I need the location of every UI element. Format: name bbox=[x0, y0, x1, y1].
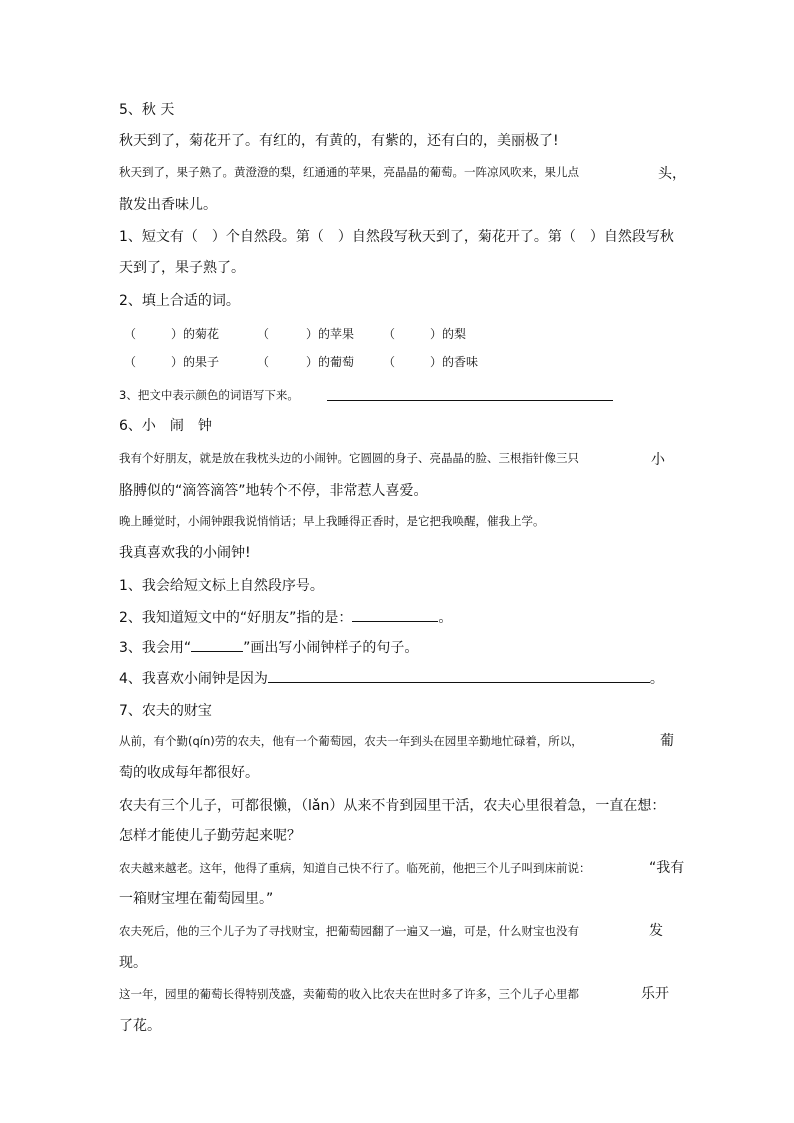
question-end: 。 bbox=[438, 610, 453, 626]
text-run: “我有 bbox=[649, 860, 685, 876]
text-run: 秋天到了，果子熟了。黄澄澄的梨，红通通的苹果，亮晶晶的葡萄。一阵凉风吹来，果儿点 bbox=[119, 165, 579, 179]
text-run: 这一年，园里的葡萄长得特别茂盛，卖葡萄的收入比农夫在世时多了许多，三个儿子心里都 bbox=[119, 987, 579, 1001]
text-run: 发 bbox=[649, 923, 663, 939]
section-7-paragraph-4-line-1 bbox=[119, 923, 663, 939]
section-5-title: 5、秋 天 bbox=[119, 102, 175, 118]
paren-open: （ bbox=[383, 327, 396, 341]
fill-item: ）的香味 bbox=[430, 355, 479, 369]
text-run: 从前，有个勤(qín)劳的农夫，他有一个葡萄园，农夫一年到头在园里辛勤地忙碌着，所以， bbox=[119, 734, 583, 748]
paren-open: （ bbox=[257, 327, 270, 341]
fill-item: ）的菊花 bbox=[171, 327, 220, 341]
text-run: 葡 bbox=[660, 733, 674, 749]
section-5-question-1-line-1: 1、短文有（ ）个自然段。第（ ）自然段写秋天到了，菊花开了。第（ ）自然段写秋 bbox=[119, 229, 674, 245]
text-run: 乐开 bbox=[641, 986, 669, 1002]
text-run: 头， bbox=[658, 166, 686, 182]
question-end: 。 bbox=[649, 671, 664, 687]
section-7-paragraph-1-line-1 bbox=[119, 733, 674, 749]
fill-item: ）的梨 bbox=[430, 327, 467, 341]
section-6-paragraph-1-line-1 bbox=[119, 451, 665, 468]
section-6-paragraph-1-line-2: 胳膊似的“滴答滴答”地转个不停，非常惹人喜爱。 bbox=[119, 483, 428, 499]
section-7-paragraph-2-line-2: 怎样才能使儿子勤劳起来呢？ bbox=[119, 828, 301, 844]
section-6-question-4 bbox=[119, 670, 664, 688]
question-text: 4、我喜欢小闹钟是因为 bbox=[119, 671, 268, 687]
answer-blank[interactable] bbox=[352, 609, 438, 622]
fill-item: ）的苹果 bbox=[306, 327, 355, 341]
answer-blank[interactable] bbox=[191, 639, 243, 652]
text-run: 农夫死后，他的三个儿子为了寻找财宝，把葡萄园翻了一遍又一遍，可是，什么财宝也没有 bbox=[119, 924, 579, 938]
section-7-paragraph-3-line-2: 一箱财宝埋在葡萄园里。” bbox=[119, 891, 274, 907]
paren-open: （ bbox=[124, 355, 137, 369]
section-7-title: 7、农夫的财宝 bbox=[119, 703, 212, 719]
question-text: 3、我会用“ bbox=[119, 640, 192, 656]
text-run: 我有个好朋友，就是放在我枕头边的小闹钟。它圆圆的身子、亮晶晶的脸、三根指针像三只 bbox=[119, 451, 579, 465]
paren-open: （ bbox=[124, 327, 137, 341]
fill-item: ）的葡萄 bbox=[306, 355, 355, 369]
section-7-paragraph-5-line-1 bbox=[119, 986, 669, 1002]
question-text: 3、把文中表示颜色的词语写下来。 bbox=[119, 388, 299, 402]
section-6-question-2 bbox=[119, 609, 452, 627]
section-5-paragraph-2-line-1 bbox=[119, 165, 686, 182]
section-5-paragraph-1: 秋天到了，菊花开了。有红的，有黄的，有紫的，还有白的，美丽极了! bbox=[119, 133, 559, 149]
answer-blank[interactable] bbox=[268, 670, 650, 683]
text-run: 农夫越来越老。这年，他得了重病，知道自己快不行了。临死前，他把三个儿子叫到床前说： bbox=[119, 861, 591, 875]
section-6-question-1: 1、我会给短文标上自然段序号。 bbox=[119, 578, 324, 594]
section-7-paragraph-1-line-2: 萄的收成每年都很好。 bbox=[119, 765, 259, 781]
section-6-title: 6、小 闹 钟 bbox=[119, 418, 212, 434]
section-5-question-3 bbox=[119, 389, 299, 403]
section-7-paragraph-4-line-2: 现。 bbox=[119, 955, 147, 971]
question-text: ”画出写小闹钟样子的句子。 bbox=[243, 640, 419, 656]
section-7-paragraph-2-line-1: 农夫有三个儿子，可都很懒，（lǎn）从来不肯到园里干活，农夫心里很着急，一直在想： bbox=[119, 798, 666, 814]
question-text: 2、我知道短文中的“好朋友”指的是： bbox=[119, 610, 353, 626]
text-run: 小 bbox=[651, 452, 665, 468]
section-5-question-2: 2、填上合适的词。 bbox=[119, 293, 240, 309]
paren-open: （ bbox=[383, 355, 396, 369]
section-6-question-3 bbox=[119, 639, 418, 657]
section-7-paragraph-5-line-2: 了花。 bbox=[119, 1018, 161, 1034]
section-6-paragraph-3: 我真喜欢我的小闹钟! bbox=[119, 545, 251, 561]
paren-open: （ bbox=[257, 355, 270, 369]
section-5-paragraph-2-line-2: 散发出香味儿。 bbox=[119, 197, 217, 213]
fill-item: ）的果子 bbox=[171, 355, 220, 369]
section-6-paragraph-2: 晚上睡觉时，小闹钟跟我说悄悄话；早上我睡得正香时，是它把我唤醒，催我上学。 bbox=[119, 514, 545, 528]
answer-line[interactable] bbox=[327, 400, 613, 401]
section-5-question-1-line-2: 天到了，果子熟了。 bbox=[119, 260, 245, 276]
section-7-paragraph-3-line-1 bbox=[119, 860, 685, 876]
